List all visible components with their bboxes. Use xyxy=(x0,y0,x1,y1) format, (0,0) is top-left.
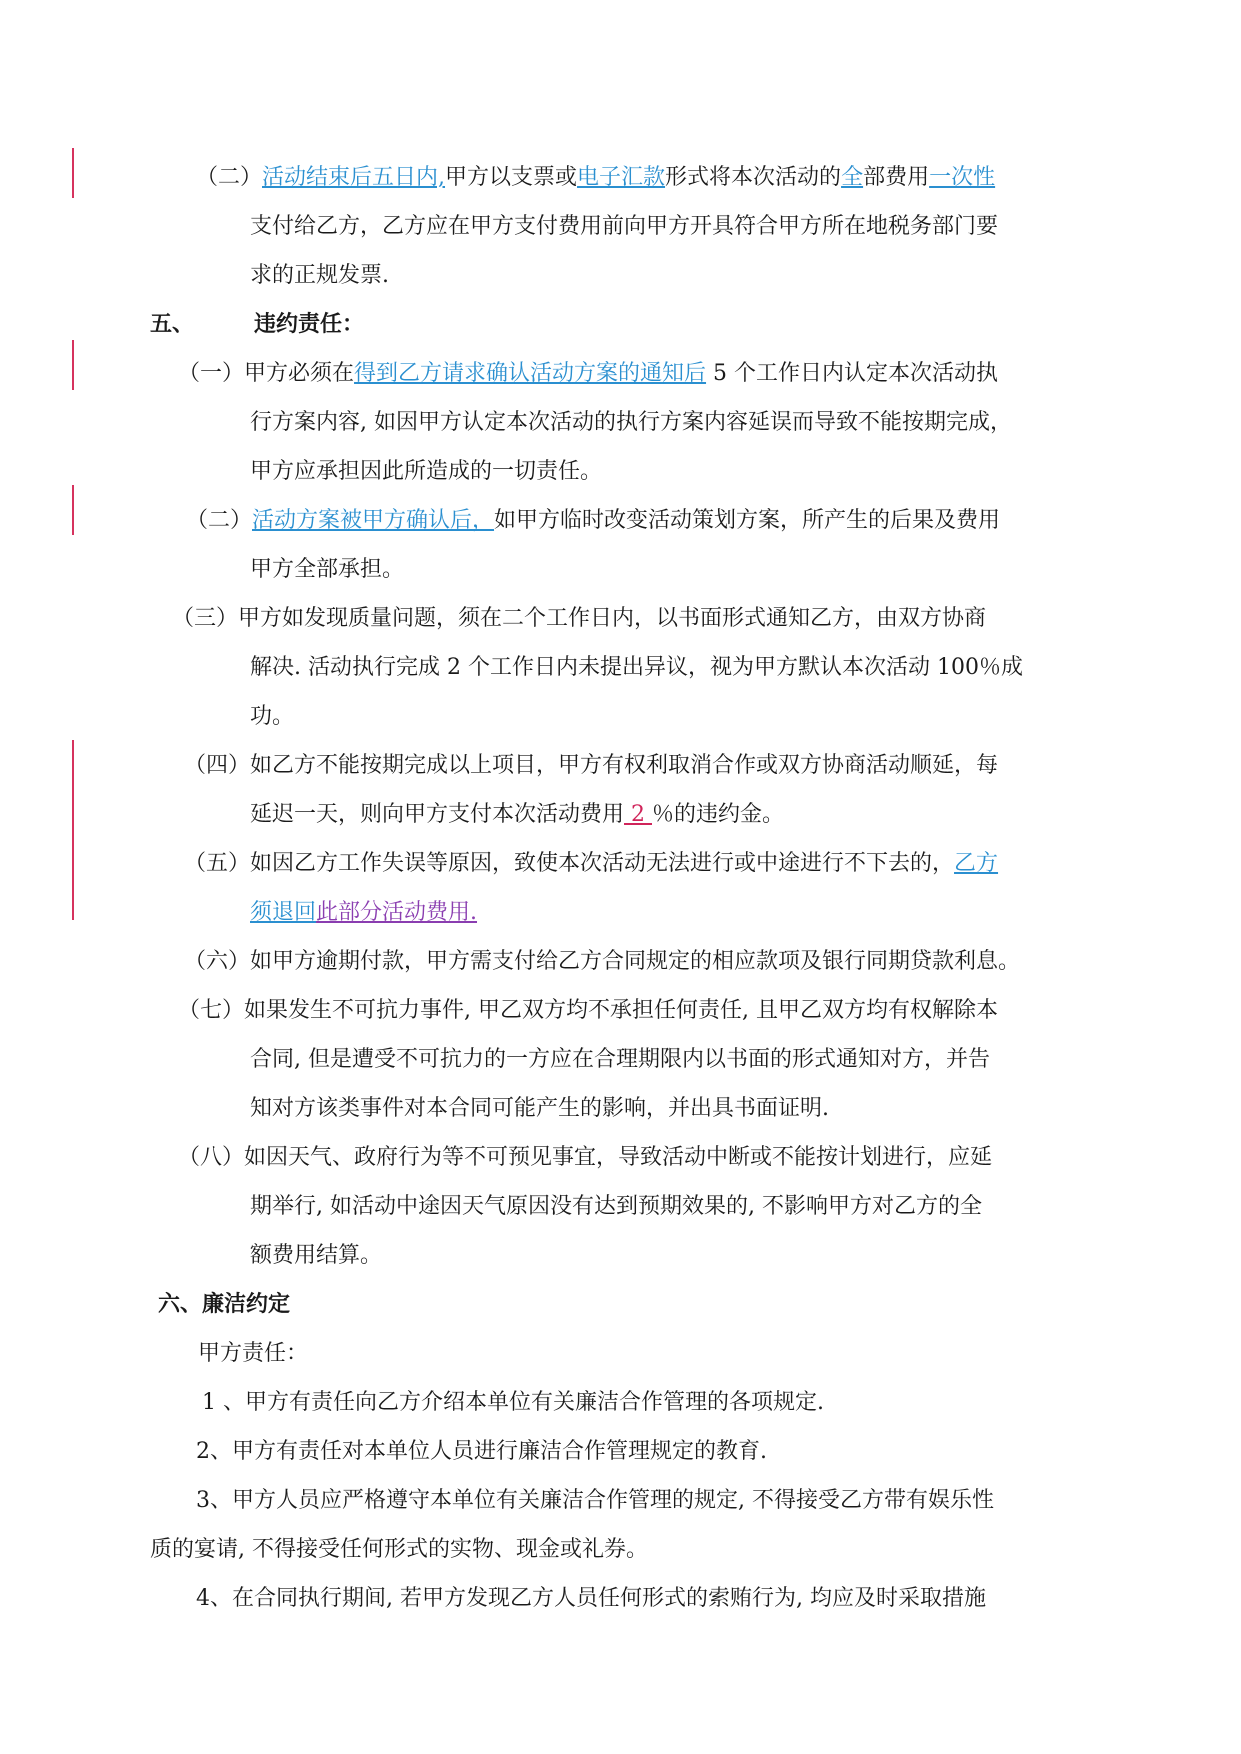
inserted-text: 活动方案被甲方确认后， xyxy=(252,508,495,533)
inserted-text: 电子汇款 xyxy=(577,165,666,190)
clause-text: 如因乙方工作失误等原因，致使本次活动无法进行或中途进行不下去的， xyxy=(250,851,955,876)
inserted-text: 全 xyxy=(841,165,864,190)
clause-5-6-line-1 xyxy=(184,947,1020,977)
section-number: 五、 xyxy=(150,312,195,337)
clause-number: （八） xyxy=(178,1145,245,1170)
clause-5-7-line-3: 知对方该类事件对本合同可能产生的影响，并出具书面证明. xyxy=(250,1096,829,1121)
section-5-heading xyxy=(150,310,364,340)
clause-number: （三） xyxy=(172,606,239,631)
inserted-text: 活动结束后五日内, xyxy=(262,165,446,190)
clause-number: （六） xyxy=(184,949,251,974)
clause-text: 如因天气、政府行为等不可预见事宜，导致活动中断或不能按计划进行，应延 xyxy=(244,1145,993,1170)
clause-text: ％的违约金。 xyxy=(652,802,785,827)
party-responsibility-label: 甲方责任： xyxy=(198,1341,309,1366)
change-bar xyxy=(72,485,74,535)
change-bar xyxy=(72,740,74,920)
clause-5-1-line-2: 行方案内容, 如因甲方认定本次活动的执行方案内容延误而导致不能按期完成， xyxy=(250,410,1012,435)
clause-5-3-line-1 xyxy=(172,604,986,634)
clause-text: 甲方如发现质量问题，须在二个工作日内，以书面形式通知乙方，由双方协商 xyxy=(238,606,987,631)
inserted-text: 须退回 xyxy=(250,900,317,925)
inserted-text: 一次性 xyxy=(929,165,996,190)
clause-text: 如果发生不可抗力事件, 甲乙双方均不承担任何责任, 且甲乙双方均有权解除本 xyxy=(244,998,998,1023)
clause-5-1-line-3: 甲方应承担因此所造成的一切责任。 xyxy=(250,459,603,484)
clause-5-1-line-1 xyxy=(178,359,998,389)
section-6-item-4-line-1: 4、在合同执行期间, 若甲方发现乙方人员任何形式的索贿行为, 均应及时采取措施 xyxy=(196,1586,986,1611)
clause-5-5-line-1 xyxy=(184,849,998,879)
clause-5-5-line-2 xyxy=(250,898,477,928)
clause-text: 延迟一天，则向甲方支付本次活动费用 xyxy=(250,802,625,827)
section-6-item-3-line-1: 3、甲方人员应严格遵守本单位有关廉洁合作管理的规定, 不得接受乙方带有娱乐性 xyxy=(196,1488,994,1513)
clause-text: 甲方以支票或 xyxy=(445,165,578,190)
inserted-text: 乙方 xyxy=(954,851,999,876)
clause-5-7-line-2: 合同, 但是遭受不可抗力的一方应在合理期限内以书面的形式通知对方，并告 xyxy=(250,1047,990,1072)
clause-5-3-line-3: 功。 xyxy=(250,704,295,729)
clause-4-2-line-1 xyxy=(196,163,995,193)
clause-text: 如甲方临时改变活动策划方案，所产生的后果及费用 xyxy=(494,508,1001,533)
clause-4-2-line-2: 支付给乙方，乙方应在甲方支付费用前向甲方开具符合甲方所在地税务部门要 xyxy=(250,214,999,239)
clause-5-8-line-1 xyxy=(178,1143,992,1173)
change-bar xyxy=(72,340,74,390)
section-6-heading: 六、廉洁约定 xyxy=(158,1292,291,1317)
clause-5-8-line-2: 期举行, 如活动中途因天气原因没有达到预期效果的, 不影响甲方对乙方的全 xyxy=(250,1194,982,1219)
clause-number: （二） xyxy=(186,508,253,533)
clause-number: （四） xyxy=(184,753,251,778)
clause-5-3-line-2: 解决. 活动执行完成 2 个工作日内未提出异议，视为甲方默认本次活动 100％成 xyxy=(250,655,1023,680)
clause-5-4-line-2 xyxy=(250,800,784,830)
inserted-text: 此部分活动费用. xyxy=(316,900,478,925)
clause-text: 5 个工作日内认定本次活动执 xyxy=(706,361,999,386)
clause-number: （七） xyxy=(178,998,245,1023)
clause-number: （二） xyxy=(196,165,263,190)
clause-text: 如乙方不能按期完成以上项目，甲方有权利取消合作或双方协商活动顺延，每 xyxy=(250,753,999,778)
clause-text: 如甲方逾期付款，甲方需支付给乙方合同规定的相应款项及银行同期贷款利息。 xyxy=(250,949,1021,974)
section-title: 违约责任： xyxy=(254,312,365,337)
clause-5-8-line-3: 额费用结算。 xyxy=(250,1243,383,1268)
clause-number: （五） xyxy=(184,851,251,876)
clause-5-4-line-1 xyxy=(184,751,998,781)
clause-text: 甲方必须在 xyxy=(244,361,355,386)
clause-4-2-line-3: 求的正规发票. xyxy=(250,263,389,288)
inserted-text: 得到乙方请求确认活动方案的通知后 xyxy=(354,361,707,386)
section-6-item-1: 1 、甲方有责任向乙方介绍本单位有关廉洁合作管理的各项规定. xyxy=(202,1390,824,1415)
section-6-item-3-line-2: 质的宴请, 不得接受任何形式的实物、现金或礼券。 xyxy=(150,1537,648,1562)
clause-5-7-line-1 xyxy=(178,996,998,1026)
change-bar xyxy=(72,148,74,198)
clause-text: 形式将本次活动的 xyxy=(665,165,842,190)
inserted-text: 2 xyxy=(624,802,652,827)
clause-text: 部费用 xyxy=(863,165,930,190)
section-6-item-2: 2、甲方有责任对本单位人员进行廉洁合作管理规定的教育. xyxy=(196,1439,767,1464)
clause-5-2-line-2: 甲方全部承担。 xyxy=(250,557,405,582)
clause-5-2-line-1 xyxy=(186,506,1000,536)
clause-number: （一） xyxy=(178,361,245,386)
